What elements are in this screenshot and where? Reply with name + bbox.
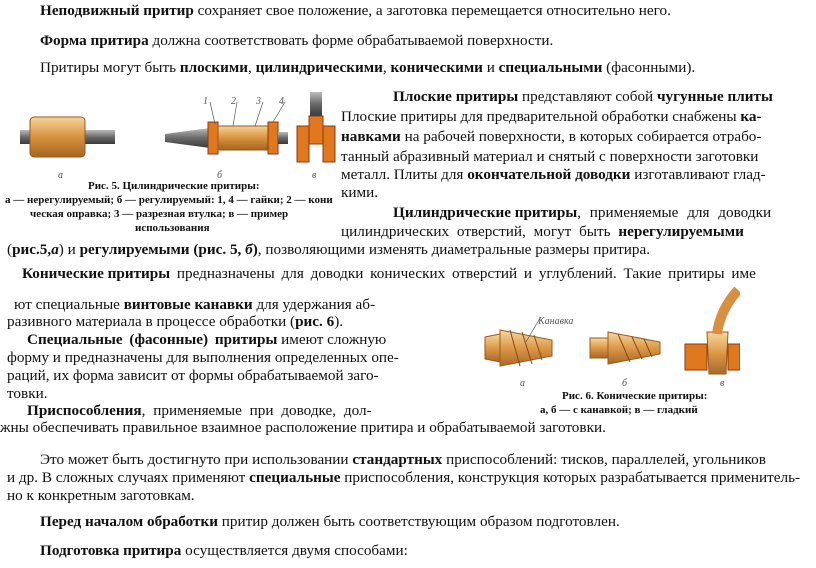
fig6-caption-line2: а, б — с канавкой; в — гладкий	[540, 404, 698, 416]
term-non-adjustable: нерегулируемыми	[618, 223, 744, 240]
text: раций, их форма зависит от формы обрабатываемой заго-	[7, 367, 379, 384]
text: танный абразивный материал и снятый с поверхности заготовки	[341, 148, 759, 165]
para-fixed-lap	[40, 2, 671, 20]
text: , применяемые при доводке, дол-	[141, 402, 372, 419]
ref-a: а	[51, 241, 59, 258]
text: представляют собой	[518, 88, 657, 105]
para-lap-preparation	[40, 542, 408, 560]
fig5-caption-line2: а — нерегулируемый; б — регулируемый: 1, 4 — гайки; 2 — кони	[5, 194, 333, 206]
term-cast-iron-plates: чугунные плиты	[656, 88, 773, 105]
term-helical-grooves: винтовые канавки	[123, 296, 253, 313]
text: должна соответствовать форме обрабатываемой поверхности.	[148, 32, 554, 49]
fig5-caption-title: Рис. 5. Цилиндрические притиры:	[88, 180, 260, 192]
fig5-caption-line4: использования	[135, 222, 210, 234]
term-final-finishing: окончательной доводки	[467, 166, 631, 183]
fig6-groove-label: Канавка	[538, 316, 574, 327]
text: форму и предназначены для выполнения определенных опе-	[7, 349, 399, 366]
term-lap-form: Форма притира	[40, 32, 149, 49]
fig5-label-v: в	[312, 170, 317, 181]
smooth-conical-lap	[707, 332, 728, 374]
text: , применяемые для доводки	[577, 204, 772, 221]
text: изготавливают глад-	[630, 166, 766, 183]
spec-line-1	[27, 331, 386, 349]
text: разивного материала в процессе обработки (	[7, 313, 296, 330]
text: на рабочей поверхности, в которых собирается отрабо-	[400, 128, 762, 145]
flat-line-2	[341, 108, 762, 126]
con-line-1	[22, 265, 756, 283]
conical-lap-a-cone	[500, 330, 552, 366]
text: но к конкретным заготовкам.	[7, 487, 195, 504]
text: приспособления, конструкция которых разрабатывается применитель-	[340, 469, 801, 486]
usage-lap	[309, 116, 323, 144]
fig6-label-a: а	[520, 378, 525, 389]
text: ) и	[58, 241, 80, 258]
dev-line-2	[0, 419, 606, 437]
text: ,	[382, 59, 391, 76]
term-grooves: навками	[341, 128, 401, 145]
cyl-line-2	[341, 223, 744, 241]
text: предназначены для доводки конических отверстий и углублений. Такие притиры име	[170, 265, 756, 282]
ref-fig5: рис.5,	[12, 241, 52, 258]
term-conical-laps: Конические притиры	[22, 265, 171, 282]
lap-b-nut-1	[208, 122, 218, 154]
text: Это может быть достигнуто при использовании	[40, 451, 353, 468]
lap-b-mandrel	[165, 128, 210, 148]
para-lap-form	[40, 32, 553, 50]
term-conical: коническими	[390, 59, 483, 76]
figure-6-illustration	[480, 282, 740, 382]
p4-line-3	[7, 487, 195, 505]
term-flat-laps: Плоские притиры	[393, 88, 519, 105]
ref-b: б	[245, 241, 253, 258]
text: ют специальные	[14, 296, 124, 313]
flat-line-6	[341, 184, 378, 202]
term-special: специальными	[498, 59, 603, 76]
text: товки.	[7, 385, 48, 402]
cyl-line-1	[393, 204, 771, 222]
fig5-label-4: 4	[279, 96, 284, 107]
fig5-label-b: б	[217, 170, 223, 181]
spec-line-3	[7, 367, 379, 385]
term-before-processing: Перед началом обработки	[40, 513, 218, 530]
term-flat: плоскими	[179, 59, 249, 76]
text: и	[482, 59, 499, 76]
fig5-label-3: 3	[256, 96, 261, 107]
term-cylindrical: цилиндрическими	[255, 59, 383, 76]
text: (	[7, 241, 13, 258]
lap-b-tail	[278, 132, 288, 144]
text: ).	[334, 313, 344, 330]
text: осуществляется двумя способами:	[181, 542, 408, 559]
flat-line-1	[393, 88, 773, 106]
text: , позволяющими изменять диаметральные размеры притира.	[257, 241, 651, 258]
spec-line-4	[7, 385, 48, 403]
usage-handle	[310, 92, 322, 116]
usage-workpiece-right	[323, 126, 335, 162]
term-special-laps: Специальные (фасонные) притиры	[27, 331, 278, 348]
term-devices: Приспособления	[27, 402, 142, 419]
ref-fig6: рис. 6	[295, 313, 335, 330]
text: и др. В сложных случаях применяют	[7, 469, 250, 486]
conical-lap-b-shank	[590, 338, 608, 358]
conical-lap-a	[485, 334, 500, 362]
text: Притиры могут быть	[40, 59, 180, 76]
con-line-3	[7, 313, 343, 331]
usage-workpiece-left	[297, 126, 309, 162]
p4-line-1	[40, 451, 766, 469]
figure-5-illustration	[5, 92, 345, 177]
workpiece-right	[728, 344, 740, 370]
text: приспособлений: тисков, параллелей, угольников	[442, 451, 766, 468]
term-special-devices: специальные	[249, 469, 341, 486]
text: Плоские притиры для предварительной обработки снабжены	[341, 108, 741, 125]
flat-line-4	[341, 148, 758, 166]
text: металл. Плиты для	[341, 166, 468, 183]
lap-b-nut-4	[268, 122, 278, 154]
text: для удержания аб-	[252, 296, 376, 313]
term-standard: стандартных	[352, 451, 443, 468]
term-grooves: ка-	[740, 108, 762, 125]
text: цилиндрических отверстий, могут быть	[341, 223, 619, 240]
text: кими.	[341, 184, 379, 201]
fig6-label-b: б	[622, 378, 628, 389]
fig5-label-1: 1	[203, 96, 208, 107]
term-cylindrical-laps: Цилиндрические притиры	[393, 204, 578, 221]
workpiece-left	[685, 344, 707, 370]
cyl-line-3	[7, 241, 650, 259]
spec-line-2	[7, 349, 399, 367]
smooth-lap-handle	[717, 290, 738, 334]
fig5-label-2: 2	[231, 96, 236, 107]
fig5-caption-line3: ческая оправка; 3 — разрезная втулка; в — пример	[30, 208, 289, 220]
term-fixed-lap: Неподвижный притир	[40, 2, 194, 19]
text: притир должен быть соответствующим образом подготовлен.	[218, 513, 620, 530]
lap-a-body	[30, 117, 85, 157]
term-lap-preparation: Подготовка притира	[40, 542, 182, 559]
p4-line-2	[7, 469, 800, 487]
text: )	[252, 241, 258, 258]
flat-line-3	[341, 128, 761, 146]
text: (фасонными).	[602, 59, 696, 76]
para-lap-types	[40, 59, 695, 77]
text: ,	[248, 59, 256, 76]
lap-b-sleeve	[218, 126, 268, 150]
text: сохраняет свое положение, а заготовка перемещается относительно него.	[193, 2, 671, 19]
para-before-processing	[40, 513, 620, 531]
term-adjustable: регулируемыми (рис. 5,	[79, 241, 246, 258]
fig6-caption-title: Рис. 6. Конические притиры:	[562, 390, 708, 402]
text: имеют сложную	[277, 331, 387, 348]
conical-lap-b-cone	[608, 332, 660, 364]
fig6-label-v: в	[720, 378, 725, 389]
fig5-label-a: а	[58, 170, 63, 181]
con-line-2	[14, 296, 375, 314]
flat-line-5	[341, 166, 766, 184]
dev-line-1	[27, 402, 372, 420]
text: жны обеспечивать правильное взаимное расположение притира и обрабатываемой заготовки.	[0, 419, 606, 436]
